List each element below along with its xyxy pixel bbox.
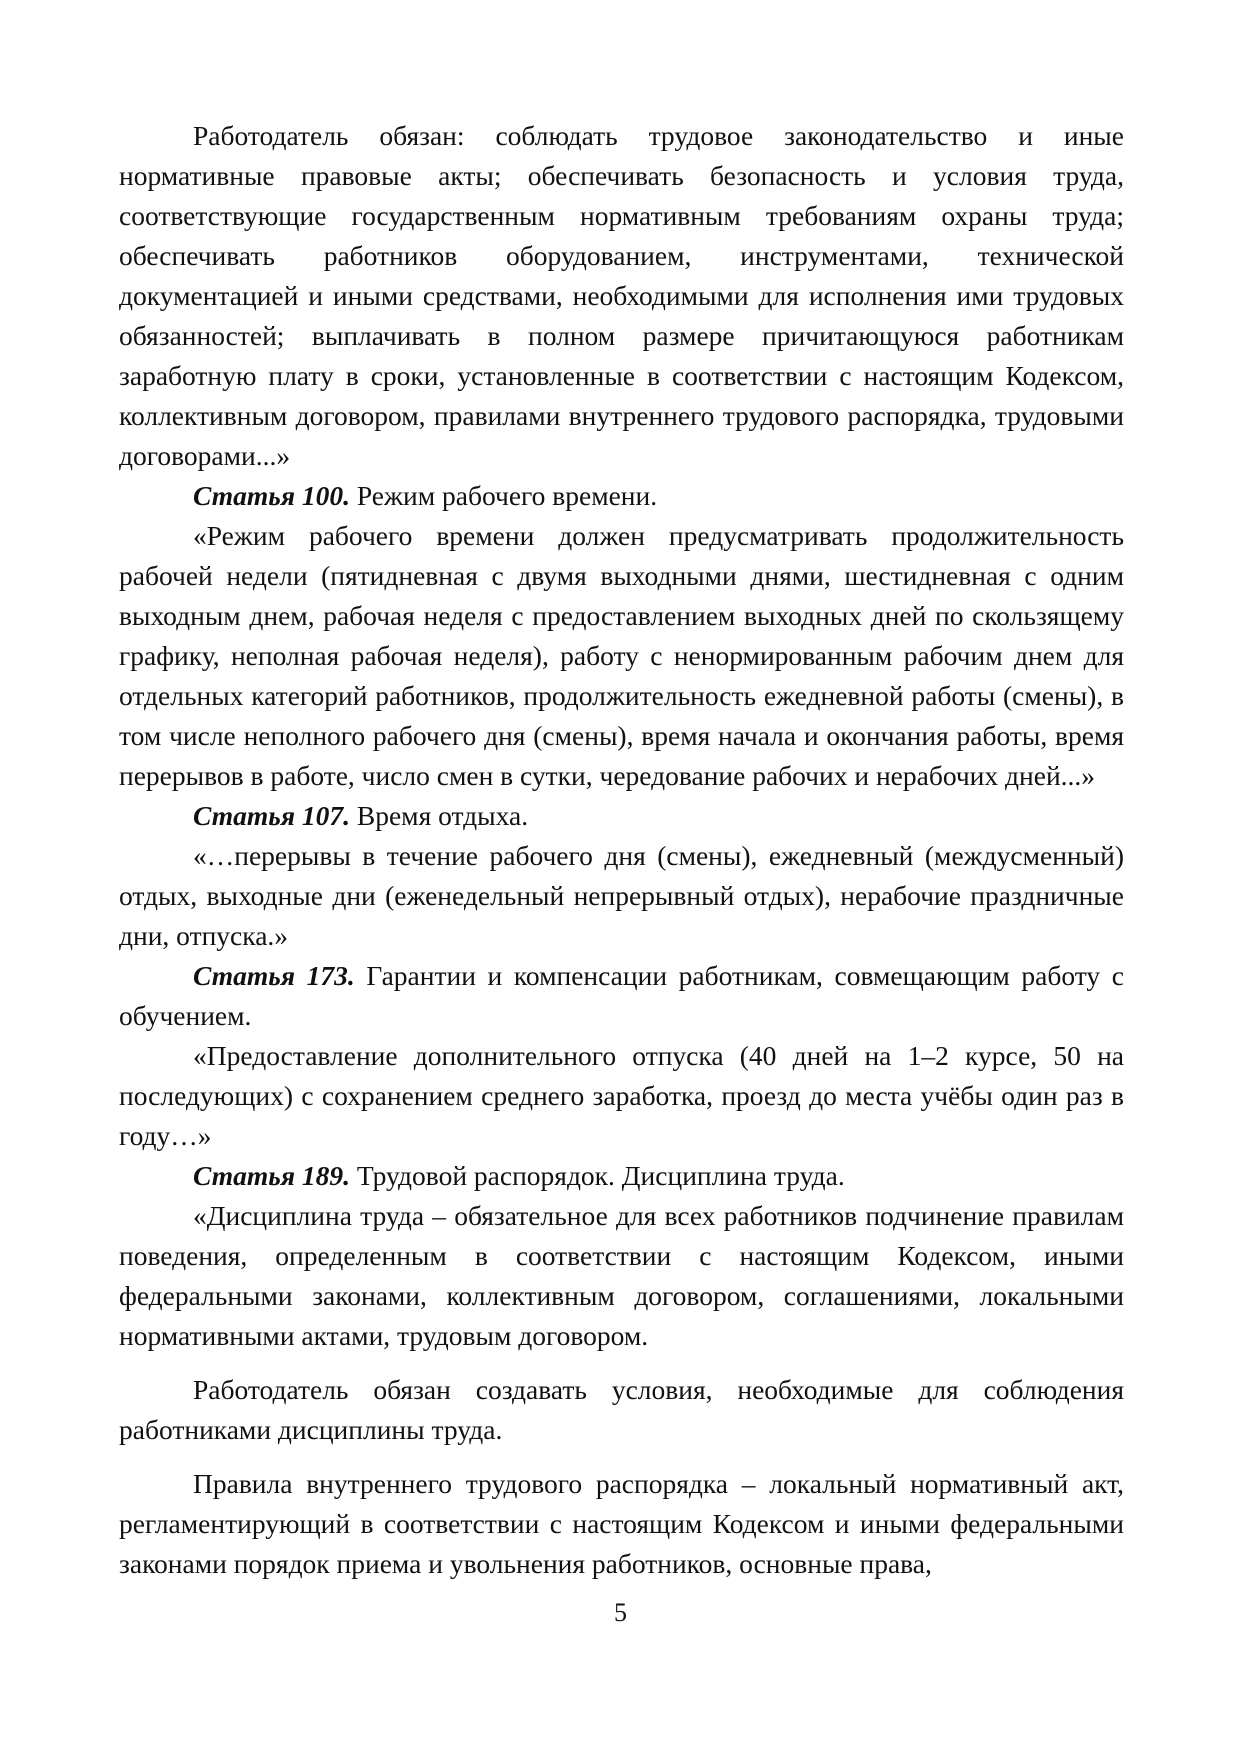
article-number: Статья 107. [193,800,350,831]
article-title: Режим рабочего времени. [356,480,658,511]
paragraph-text: «Режим рабочего времени должен предусматривать продолжительность рабочей недели (пятидневная с двумя выходными днями, шестидневная с одним выходным днем, рабочая неделя с предоставлением выходных дней по скользящему графику, неполная рабочая неделя), работу с ненормированным рабочим днем для отдельных категорий работников, продолжительность ежедневной работы (смены), в том числе неполного рабочего дня (смены), время начала и окончания работы, время перерывов в работе, число смен в сутки, чередование рабочих и нерабочих дней...» [119,520,1124,791]
paragraph-text: «…перерывы в течение рабочего дня (смены), ежедневный (междусменный) отдых, выходные дни (еженедельный непрерывный отдых), нерабочие праздничные дни, отпуска.» [119,840,1124,951]
body-text [119,116,1124,1584]
article-number: Статья 189. [193,1160,350,1191]
article-heading-107 [119,796,1124,836]
article-title: Трудовой распорядок. Дисциплина труда. [356,1160,845,1191]
paragraph-study-leave [119,1036,1124,1156]
article-number: Статья 173. [193,960,355,991]
article-title: Время отдыха. [356,800,529,831]
paragraph-employer-duties [119,116,1124,476]
paragraph-text: Правила внутреннего трудового распорядка – локальный нормативный акт, регламентирующий в соответствии с настоящим Кодексом и иными федеральными законами порядок приема и увольнения работников, основные права, [119,1468,1124,1579]
article-title: Гарантии и компенсации работникам, совмещающим работу с обучением. [119,960,1125,1031]
paragraph-text: Работодатель обязан: соблюдать трудовое законодательство и иные нормативные правовые акты; обеспечивать безопасность и условия труда, соответствующие государственным нормативным требованиям охраны труда; обеспечивать работников оборудованием, инструментами, технической документацией и иными средствами, необходимыми для исполнения ими трудовых обязанностей; выплачивать в полном размере причитающуюся работникам заработную плату в сроки, установленные в соответствии с настоящим Кодексом, коллективным договором, правилами внутреннего трудового распорядка, трудовыми договорами...» [119,120,1124,471]
paragraph-labour-discipline [119,1196,1124,1356]
paragraph-text: «Дисциплина труда – обязательное для всех работников подчинение правилам поведения, определенным в соответствии с настоящим Кодексом, иными федеральными законами, коллективным договором, соглашениями, локальными нормативными актами, трудовым договором. [119,1200,1124,1351]
page-number: 5 [614,1598,627,1627]
article-number: Статья 100. [193,480,350,511]
paragraph-text: Работодатель обязан создавать условия, необходимые для соблюдения работниками дисциплины труда. [119,1374,1124,1445]
paragraph-internal-rules [119,1464,1124,1584]
paragraph-rest-time [119,836,1124,956]
paragraph-employer-conditions [119,1370,1124,1450]
article-heading-100 [119,476,1124,516]
article-heading-173 [119,956,1124,1036]
article-heading-189 [119,1156,1124,1196]
paragraph-work-schedule [119,516,1124,796]
paragraph-text: «Предоставление дополнительного отпуска (40 дней на 1–2 курсе, 50 на последующих) с сохранением среднего заработка, проезд до места учёбы один раз в году…» [119,1040,1124,1151]
